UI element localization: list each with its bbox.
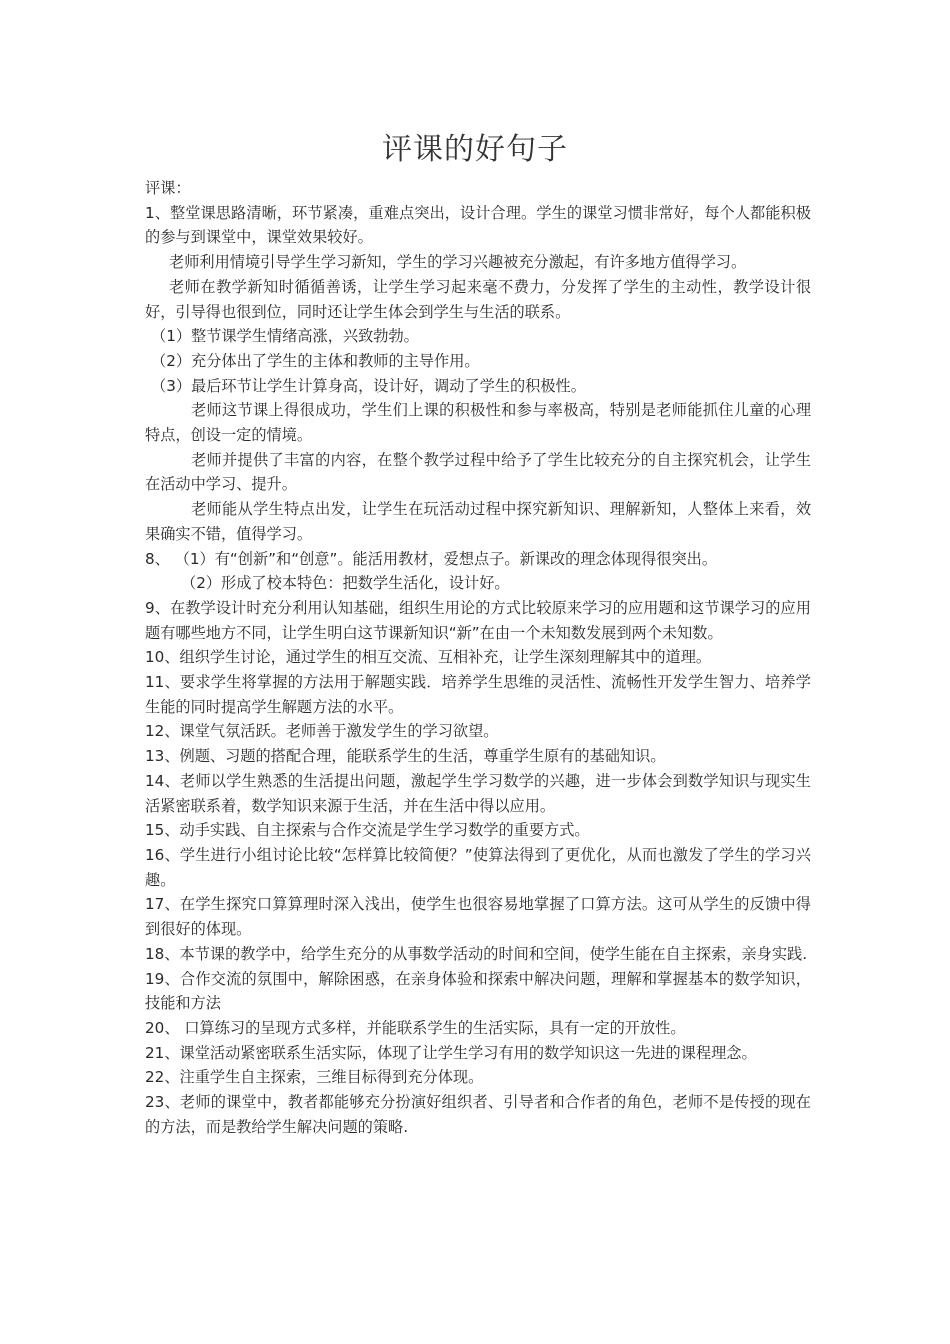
- paragraph-1: 1、整堂课思路清晰，环节紧凑，重难点突出，设计合理。学生的课堂习惯非常好，每个人都能积极的参与到课堂中，课堂效果较好。: [145, 203, 811, 247]
- paragraph-10: 10、组织学生讨论，通过学生的相互交流、互相补充，让学生深刻理解其中的道理。: [145, 648, 712, 667]
- paragraph-23: 23、老师的课堂中，教者都能够充分扮演好组织者、引导者和合作者的角色，老师不是传授的现在的方法，而是教给学生解决问题的策略.: [145, 1093, 811, 1136]
- paragraph-15: 15、动手实践、自主探索与合作交流是学生学习数学的重要方式。: [145, 821, 590, 840]
- paragraph-21: 21、课堂活动紧密联系生活实际，体现了让学生学习有用的数学知识这一先进的课程理念。: [145, 1043, 757, 1062]
- paragraph-4: 老师这节课上得很成功，学生们上课的积极性和参与率极高，特别是老师能抓住儿童的心理特点，创设一定的情境。: [145, 401, 811, 445]
- paragraph-16: 16、学生进行小组讨论比较“怎样算比较简便？”使算法得到了更优化，从而也激发了学生的学习兴趣。: [145, 845, 811, 889]
- paragraph-8-sub: （2）形成了校本特色：把数学生活化，设计好。: [181, 574, 510, 593]
- paragraph-19: 19、合作交流的氛围中，解除困惑，在亲身体验和探索中解决问题，理解和掌握基本的数学知识，技能和方法: [145, 969, 811, 1013]
- section-heading: 评课：: [145, 179, 191, 197]
- paragraph-14: 14、老师以学生熟悉的生活提出问题，激起学生学习数学的兴趣，进一步体会到数学知识与现实生活紧密联系着，数学知识来源于生活，并在生活中得以应用。: [145, 771, 811, 815]
- paragraph-22: 22、注重学生自主探索，三维目标得到充分体现。: [145, 1068, 484, 1087]
- list-item-3: （3）最后环节让学生计算身高，设计好，调动了学生的积极性。: [151, 376, 586, 395]
- paragraph-6: 老师能从学生特点出发，让学生在玩活动过程中探究新知识、理解新知，人整体上来看，效果确实不错，值得学习。: [145, 500, 811, 543]
- paragraph-12: 12、课堂气氛活跃。老师善于激发学生的学习欲望。: [145, 722, 499, 741]
- list-item-2: （2）充分体出了学生的主体和教师的主导作用。: [151, 351, 480, 370]
- paragraph-13: 13、例题、习题的搭配合理，能联系学生的生活，尊重学生原有的基础知识。: [145, 747, 666, 766]
- paragraph-18: 18、本节课的教学中，给学生充分的从事数学活动的时间和空间，使学生能在自主探索，亲身实践.: [145, 944, 808, 963]
- paragraph-20: 20、 口算练习的呈现方式多样，并能联系学生的生活实际，具有一定的开放性。: [145, 1018, 686, 1037]
- paragraph-11: 11、要求学生将掌握的方法用于解题实践．培养学生思维的灵活性、流畅性开发学生智力、培养学生能的同时提高学生解题方法的水平。: [145, 673, 811, 716]
- paragraph-17: 17、在学生探究口算算理时深入浅出，使学生也很容易地掌握了口算方法。这可从学生的反馈中得到很好的体现。: [145, 895, 811, 939]
- paragraph-3: 老师在教学新知时循循善诱，让学生学习起来毫不费力，分发挥了学生的主动性，教学设计很好，引导得也很到位，同时还让学生体会到学生与生活的联系。: [145, 277, 811, 321]
- document-title: 评课的好句子: [382, 132, 568, 167]
- paragraph-2: 老师利用情境引导学生学习新知，学生的学习兴趣被充分激起，有许多地方值得学习。: [169, 253, 747, 272]
- paragraph-9: 9、在教学设计时充分利用认知基础，组织生用论的方式比较原来学习的应用题和这节课学习的应用题有哪些地方不同，让学生明白这节课新知识“新”在由一个未知数发展到两个未知数。: [145, 598, 811, 642]
- document-body: [145, 176, 811, 1139]
- list-item-1: （1）整节课学生情绪高涨，兴致勃勃。: [151, 327, 419, 346]
- paragraph-8: 8、 （1）有“创新”和“创意”。能活用教材，爱想点子。新课改的理念体现得很突出。: [145, 549, 718, 568]
- paragraph-5: 老师并提供了丰富的内容，在整个教学过程中给予了学生比较充分的自主探究机会，让学生在活动中学习、提升。: [145, 450, 811, 494]
